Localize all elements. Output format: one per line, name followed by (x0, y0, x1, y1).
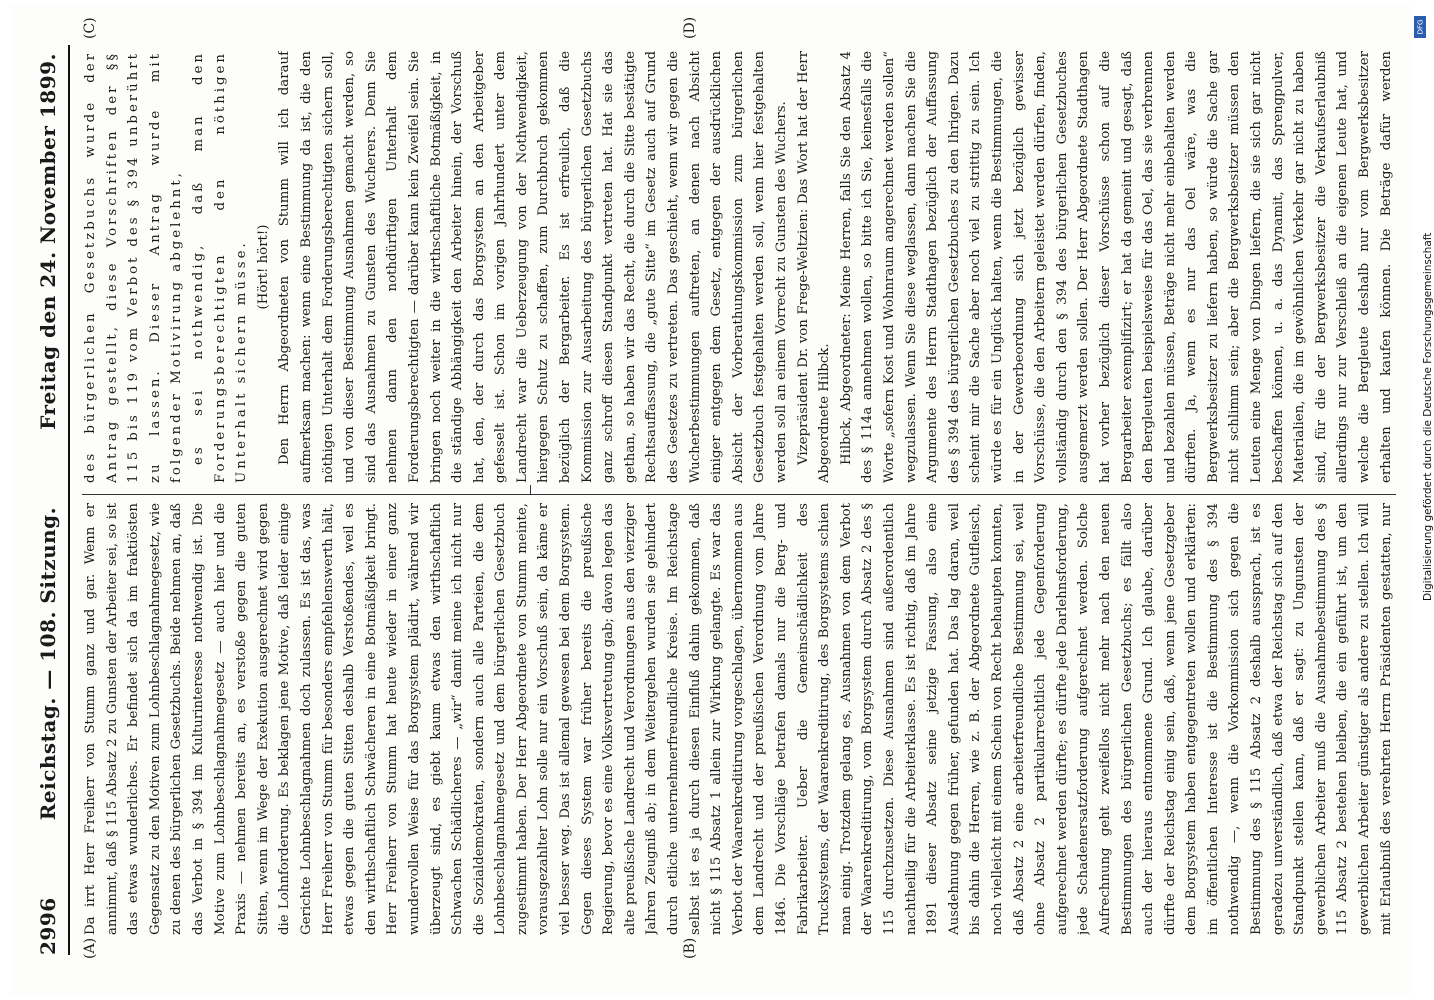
header-rule (68, 45, 70, 955)
column-divider (82, 494, 1396, 495)
page-number: 2996 (36, 897, 60, 955)
session-date: Freitag den 24. November 1899. (36, 53, 60, 430)
margin-marker-d: (D) (682, 16, 698, 39)
dfg-logo: DFG (1414, 16, 1426, 38)
digitization-sidebar (1410, 6, 1432, 986)
vice-president-remark: Vizepräsident Dr. von Frege-Weltzien: Das Wort hat der Herr Abgeordnete Hilbck. (795, 51, 833, 483)
digitization-note: Digitalisierung gefördert durch die Deutsche Forschungsgemeinschaft (1422, 232, 1434, 601)
left-column (80, 503, 1400, 935)
page-header (30, 5, 66, 995)
right-column (80, 51, 1400, 483)
session-title: Reichstag. — 108. Sitzung. (36, 506, 60, 821)
right-paragraph: Den Herrn Abgeordneten von Stumm will ich darauf aufmerksam machen: wenn eine Bestimmung da ist, die den nöthigen Unterhalt dem Forderungsberechtigten sichern soll, und von dieser Bestimmung Ausnahmen gemacht werden, so sind das Ausnahmen zu Gunsten des Wucherers. Denn Sie nehmen dann den nothdürftigen Unterhalt dem Forderungsberechtigten — darüber kann kein Zweifel sein. Sie bringen noch weiter in die wirthschaftliche Botmäßigkeit, in die ständige Abhängigkeit den Arbeiter hinein, der Vorschuß hat, den, der durch das Borgsystem an den Arbeitgeber gefesselt ist. Schon im vorigen Jahrhundert unter dem Landrecht war die Ueberzeugung von der Nothwendigkeit, hiergegen Schutz zu schaffen, zum Durchbruch gekommen bezüglich der Bergarbeiter. Es ist erfreulich, daß die Kommission zur Ausarbeitung des bürgerlichen Gesetzbuchs ganz schroff diesen Standpunkt vertreten hat. Hat sie das gethan, so haben wir das Recht, die durch die Sitte bestätigte Rechtsauffassung, die „gute Sitte“ im Gesetz auch auf Grund des Gesetzes zu vertreten. Das geschieht, wenn wir gegen die Wucherbestimmungen auftreten, an denen nach Absicht einiger entgegen dem Gesetz, entgegen der ausdrücklichen Absicht der Vorberathungskommission zum bürgerlichen Gesetzbuch festgehalten werden soll, wenn hier festgehalten werden soll an einem Vorrecht zu Gunsten des Wuchers. (277, 51, 789, 483)
margin-marker-b: (B) (682, 937, 698, 959)
margin-marker-a: (A) (82, 937, 98, 959)
interjection: (Hört! hört!) (255, 224, 271, 310)
quoted-motivation: es sei nothwendig, daß man den Forderungsberechtigten den nöthigen Unterhalt sichern müsse. (190, 51, 250, 483)
left-paragraph: Da irrt Herr Freiherr von Stumm ganz und gar. Wenn er annimmt, daß § 115 Absatz 2 zu Gunsten der Arbeiter sei, so ist das etwas wunderliches. Er befindet sich da im fraktiösten Gegensatz zu den Motiven zum Lohnbeschlagnahmegesetz, wie zu denen des bürgerlichen Gesetzbuchs. Beide nehmen an, daß das Verbot in § 394 im Kulturinteresse nothwendig ist. Die Motive zum Lohnbeschlagnahmegesetz — auch hier und die Praxis — nehmen bereits an, es verstoße gegen die guten Sitten, wenn im Wege der Exekution ausgerechnet wird gegen die Lohnforderung. Es beklagen jene Motive, daß leider einige Gerichte Lohnbeschlagnahmen doch zulassen. Es ist das, was Herr Freiherr von Stumm für besonders empfehlenswerth hält, etwas gegen die guten Sitten deshalb Verstoßendes, weil es den wirthschaftlich Schwächeren in eine Botmäßigkeit bringt. Herr Freiherr von Stumm hat heute wieder in einer ganz wundervollen Weise für das Borgsystem plädirt, während wir überzeugt sind, es giebt kaum etwas den wirthschaftlich Schwachen Schädlicheres — „wir“ damit meine ich nicht nur die Sozialdemokraten, sondern auch alle Parteien, die dem Lohnbeschlagnahmegesetz und dem bürgerlichen Gesetzbuch zugestimmt haben. Der Herr Abgeordnete von Stumm meinte, vorausgezahlter Lohn solle nur ein Vorschuß sein, da käme er viel besser weg. Das ist allemal gewesen bei dem Borgsystem. Gegen dieses System war früher bereits die preußische Regierung, bevor es eine Volksvertretung gab; davon legen das alte preußische Landrecht und Verordnungen aus den vierziger Jahren Zeugniß ab; in dem Weitergehen wurden sie gehindert durch etliche unternehmerfreundliche Kreise. Im Reichstage selbst ist es ja durch diesen Einfluß dahin gekommen, daß nicht § 115 Absatz 1 allein zur Wirkung gelangte. Es war das Verbot der Waarenkreditirung vorgeschlagen, übernommen aus dem Landrecht und der preußischen Verordnung vom Jahre 1846. Die Vorschläge betrafen damals nur die Berg- und Fabrikarbeiter. Ueber die Gemeinschädlichkeit des Trucksystems, der Waarenkreditirung, des Borgsystems schien man einig. Trotzdem gelang es, Ausnahmen von dem Verbot der Waarenkreditirung, vom Borgsystem durch Absatz 2 des § 115 durchzusetzen. Diese Ausnahmen sind außerordentlich nachtheilig für die Arbeiterklasse. Es ist richtig, daß im Jahre 1891 dieser Absatz seine jetzige Fassung, also eine Ausdehnung gegen früher, gefunden hat. Das lag daran, weil bis dahin die Herren, wie z. B. der Abgeordnete Gutfleisch, noch vielleicht mit einem Schein von Recht behaupten konnten, daß Absatz 2 eine arbeiterfreundliche Bestimmung sei, weil ohne Absatz 2 partikularrechtlich jede Gegenforderung aufgerechnet werden dürfte; es dürfte jede Darlehnsforderung, jede Schadenersatzforderung aufgerechnet werden. Solche Aufrechnung geht zweifellos nicht mehr nach den neuen Bestimmungen des bürgerlichen Gesetzbuchs; es fällt also auch der hieraus entnommene Grund. Ich glaube, darüber dürfte der Reichstag einig sein, daß, wenn jene Gesetzgeber dem Borgsystem haben entgegentreten wollen und erklärten: im öffentlichen Interesse ist die Bestimmung des § 394 nothwendig —, wenn die Vorkommission sich gegen die Bestimmung des § 115 Absatz 2 deshalb aussprach, ist es geradezu unverständlich, daß etwa der Reichstag sich auf den Standpunkt stellen kann, daß er sagt: zu Ungunsten der gewerblichen Arbeiter muß die Ausnahmebestimmung des § 115 Absatz 2 bestehen bleiben, die ein geführt ist, um den gewerblichen Arbeiter günstiger als andere zu stellen. Ich will mit Erlaubniß des verehrten Herrn Präsidenten gestatten, nur (83, 503, 1394, 935)
speech-hilbck: Hilbck, Abgeordneter: Meine Herren, falls Sie den Absatz 4 des § 114a annehmen wollen, so bitte ich Sie, keinesfalls die Worte „sofern Kost und Wohnraum angerechnet werden sollen“ wegzulassen. Wenn Sie diese weglassen, dann machen Sie die Argumente des Herrn Stadthagen bezüglich der Auffassung des § 394 des bürgerlichen Gesetzbuches zu den Ihrigen. Dazu scheint mir die Sache aber noch viel zu strittig zu sein. Ich würde es für ein Unglück halten, wenn die Bestimmungen, die in der Gewerbeordnung sich jetzt bezüglich gewisser Vorschüsse, die den Arbeitern geleistet werden dürfen, finden, vollständig durch den § 394 des bürgerlichen Gesetzbuches ausgemerzt werden sollen. Der Herr Abgeordnete Stadthagen hat vorher bezüglich dieser Vorschüsse schon auf die Bergarbeiter exemplifizirt; er hat da gemeint und gesagt, daß den Bergleuten beispielsweise für das Oel, das sie verbrennen und bezahlen müssen, Beträge nicht mehr einbehalten werden dürften. Ja, wenn es nur das Oel wäre, was die Bergwerksbesitzer zu liefern haben, so würde die Sache gar nicht schlimm sein; aber die Bergwerksbesitzer müssen den Leuten eine Menge von Dingen liefern, die sie sich gar nicht beschaffen können, u. a. das Dynamit, das Sprengpulver, Materialien, die im gewöhnlichen Verkehr gar nicht zu haben sind, für die der Bergwerksbesitzer die Verkaufserlaubniß allerdings nur zur Verschleiß an die eigenen Leute hat, und welche die Bergleute deshalb nur vom Bergwerksbesitzer erhalten und kaufen können. Die Beträge dafür werden (838, 51, 1394, 483)
right-paragraph: des bürgerlichen Gesetzbuchs wurde der Antrag gestellt, diese Vorschriften der §§ 115 bis 119 vom Verbot des § 394 unberührt zu lassen. Dieser Antrag wurde mit folgender Motivirung abgelehnt, (83, 51, 185, 483)
divider-tick (530, 485, 531, 495)
newspaper-page (10, 5, 1410, 995)
margin-marker-c: (C) (82, 17, 98, 39)
